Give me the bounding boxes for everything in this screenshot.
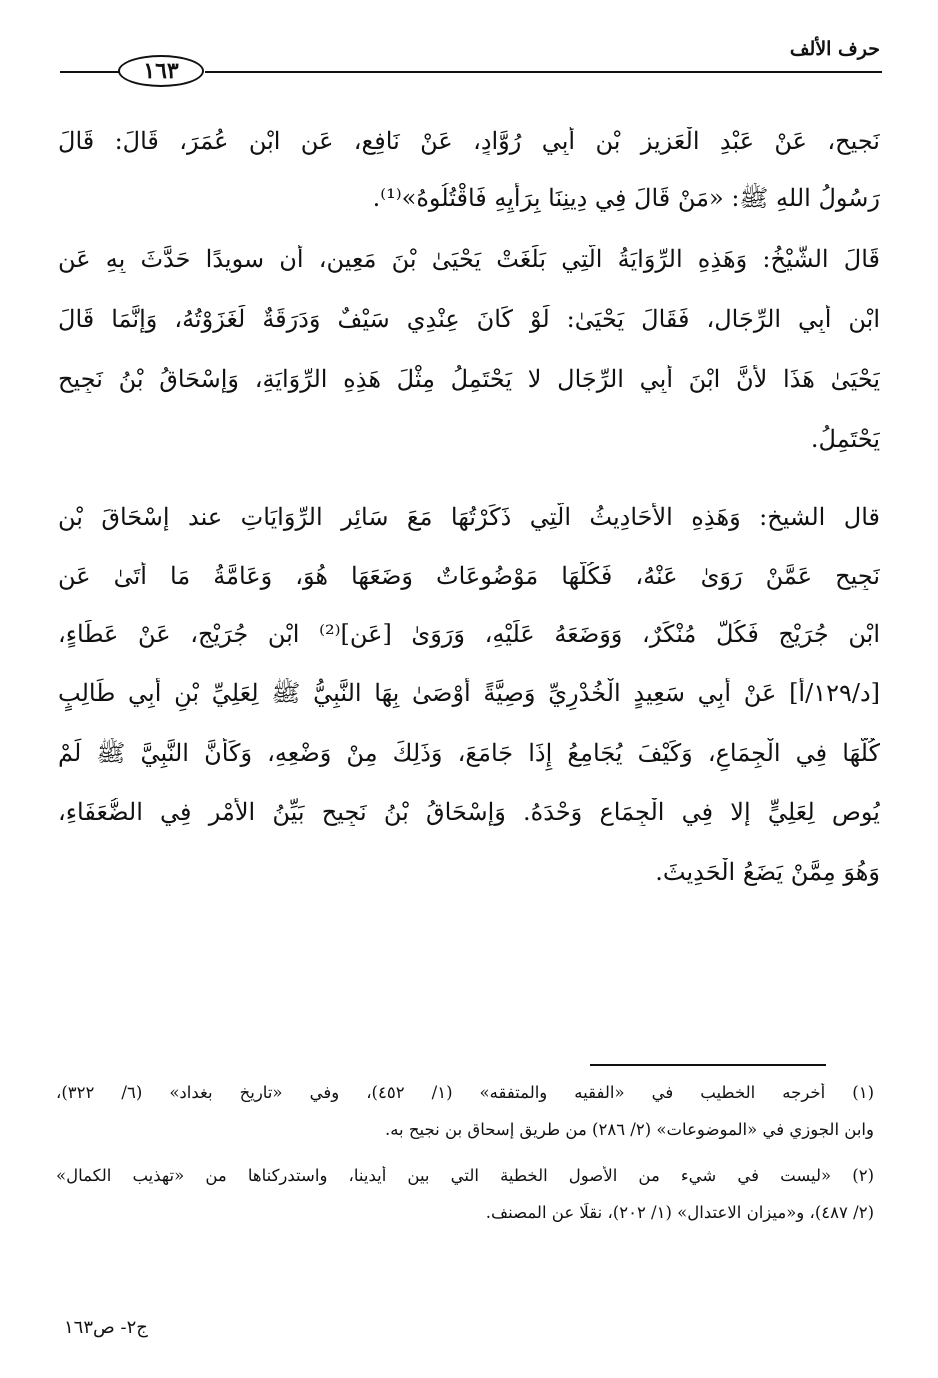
footnote-separator [590,1064,826,1066]
body-line: قال الشيخ: وَهَذِهِ الأَحَادِيثُ الَّتِي ذَكَرْتُهَا مَعَ سَائِرِ الرِّوَايَاتِ عند إِسْحَاقَ بْنِ [58,503,880,531]
header-rule-left [60,71,120,73]
footnote-line: (٢/ ٤٨٧)، و«ميزان الاعتدال» (١/ ٢٠٢)، نقلًا عن المصنف. [485,1203,874,1222]
footnote-line: (١) أخرجه الخطيب في «الفقيه والمتفقه» (١/ ٤٥٢)، وفي «تاريخ بغداد» (٦/ ٣٢٢)، [56,1083,874,1102]
footnote-line: وابن الجوزي في «الموضوعات» (٢/ ٢٨٦) من طريق إسحاق بن نجيح به. [384,1120,874,1139]
body-line: يَحْتَمِلُ. [810,425,880,453]
body-line: كُلُّهَا فِي الْجِمَاعِ، وَكَيْفَ يُجَامِعُ إِذَا جَامَعَ، وَذَلِكَ مِنْ وَضْعِهِ، وَكَأَنَّ النَّبِيَّ ﷺ لَمْ [58,739,880,767]
body-line: يَحْيَىٰ هَذَا لأَنَّ ابْنَ أَبِي الرِّجَالِ لا يَحْتَمِلُ مِثْلَ هَذِهِ الرِّوَايَةِ، وَإِسْحَاقُ بْنُ نَجِيحٍ [58,365,880,393]
body-line: رَسُولُ اللهِ ﷺ: «مَنْ قَالَ فِي دِينِنَا بِرَأْيِهِ فَاقْتُلُوهُ»⁽¹⁾. [372,184,880,212]
body-line: وَهُوَ مِمَّنْ يَضَعُ الْحَدِيثَ. [655,858,880,886]
header-rule-right [205,71,882,73]
body-line: قَالَ الشَّيْخُ: وَهَذِهِ الرِّوَايَةُ الَّتِي بَلَغَتْ يَحْيَىٰ بْنَ مَعِينٍ، أن سويدًا حَدَّثَ بِهِ عَنِ [58,245,880,273]
body-line: يُوصِ لِعَلِيٍّ إِلا فِي الْجِمَاعِ وَحْدَهُ. وَإِسْحَاقُ بْنُ نَجِيحٍ بَيِّنُ الأَمْرِ فِي الضُّعَفَاءِ، [58,798,880,826]
footnote-line: (٢) «ليست في شيء من الأصول الخطية التي بين أيدينا، واستدركناها من «تهذيب الكمال» [56,1166,874,1185]
body-line: نَجِيحٍ عَمَّنْ رَوَىٰ عَنْهُ، فَكُلُّهَا مَوْضُوعَاتٌ وَضَعَهَا هُوَ، وَعَامَّةُ مَا أَتَىٰ عَنِ [58,562,880,590]
body-line: ابْنِ جُرَيْجٍ فَكُلٌّ مُنْكَرٌ، وَوَضَعَهُ عَلَيْهِ، وَرَوَىٰ [عَنِ]⁽²⁾ ابْنِ جُرَيْجٍ، عَنْ عَطَاءٍ، [58,620,880,648]
body-line: ابْنِ أَبِي الرِّجَالِ، فَقَالَ يَحْيَىٰ: لَوْ كَانَ عِنْدِي سَيْفٌ وَدَرَقَةٌ لَغَزَوْتُهُ، وَإِنَّمَا قَالَ [58,305,880,333]
body-line: [د/١٢٩/أ] عَنْ أَبِي سَعِيدٍ الْخُدْرِيِّ وَصِيَّةً أَوْصَىٰ بِهَا النَّبِيُّ ﷺ لِعَلِيِّ بْنِ أَبِي طَالِبٍ [58,679,880,707]
page-reference: ج٢- ص١٦٣ [64,1317,148,1338]
page-number-badge: ١٦٣ [118,55,204,87]
body-line: نَجيح، عَنْ عَبْدِ الْعَزِيزِ بْنِ أَبِي رُوَّادٍ، عَنْ نَافِعٍ، عَنِ ابْنِ عُمَرَ، قَالَ: قَالَ [58,127,880,155]
chapter-title: حرف الألف [789,38,880,60]
